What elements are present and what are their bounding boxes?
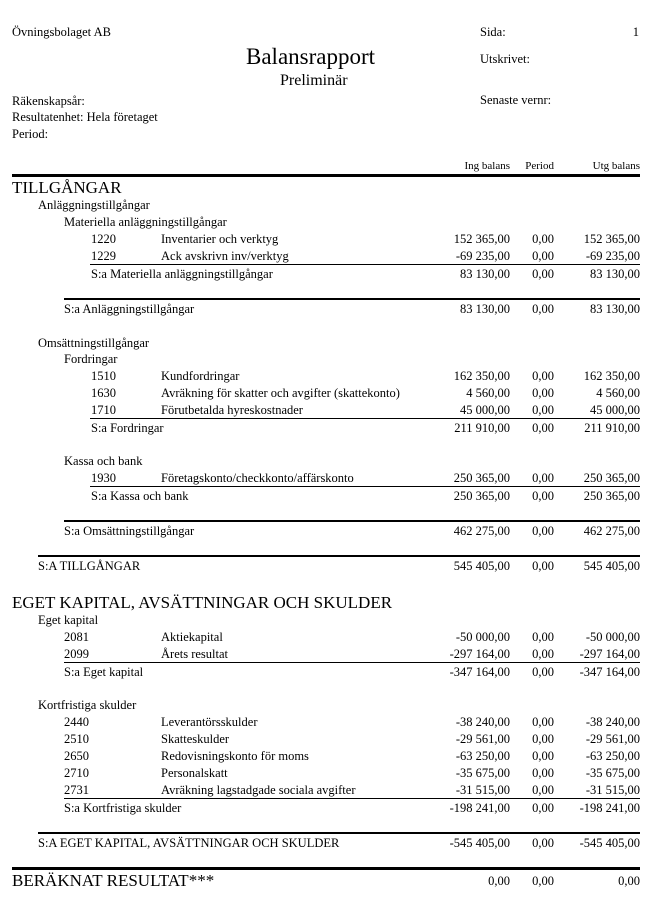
account-number: 1930 [91, 471, 116, 485]
period-value: 0,00 [532, 665, 554, 679]
col-closing-balance: Utg balans [592, 160, 640, 172]
account-name: Leverantörsskulder [161, 715, 258, 729]
opening-value: -31 515,00 [455, 783, 510, 797]
closing-value: 45 000,00 [590, 403, 640, 417]
closing-value: 250 365,00 [583, 471, 640, 485]
opening-value: 545 405,00 [453, 559, 510, 573]
opening-value: -29 561,00 [455, 732, 510, 746]
closing-value: -50 000,00 [585, 630, 640, 644]
closing-value: -31 515,00 [585, 783, 640, 797]
page-label: Sida: [480, 25, 506, 39]
closing-value: -347 164,00 [579, 665, 640, 679]
closing-value: 462 275,00 [583, 524, 640, 538]
closing-value: -545 405,00 [579, 836, 640, 850]
period-value: 0,00 [532, 249, 554, 263]
opening-value: 83 130,00 [460, 267, 510, 281]
period-value: 0,00 [532, 630, 554, 644]
subgroup-heading: Materiella anläggningstillgångar [64, 215, 227, 229]
account-name: Ack avskrivn inv/verktyg [161, 249, 289, 263]
group-heading: Omsättningstillgångar [38, 336, 150, 350]
closing-value: -29 561,00 [585, 732, 640, 746]
closing-value: 83 130,00 [590, 267, 640, 281]
closing-value: -35 675,00 [585, 766, 640, 780]
group-heading: Eget kapital [38, 613, 99, 627]
closing-value: -63 250,00 [585, 749, 640, 763]
account-name: Kundfordringar [161, 369, 240, 383]
period-value: 0,00 [532, 874, 554, 888]
opening-value: 250 365,00 [453, 489, 510, 503]
fiscal-year-label: Räkenskapsår: [12, 94, 85, 108]
result-rule [12, 867, 640, 870]
account-number: 2099 [64, 647, 89, 661]
closing-value: -38 240,00 [585, 715, 640, 729]
account-name: Avräkning lagstadgade sociala avgifter [161, 783, 356, 797]
period-value: 0,00 [532, 836, 554, 850]
total-rule [38, 832, 640, 834]
closing-value: 4 560,00 [596, 386, 640, 400]
closing-value: 250 365,00 [583, 489, 640, 503]
opening-value: -198 241,00 [449, 801, 510, 815]
closing-value: 0,00 [618, 874, 640, 888]
closing-value: 83 130,00 [590, 302, 640, 316]
closing-value: 152 365,00 [583, 232, 640, 246]
group-heading: Kortfristiga skulder [38, 698, 137, 712]
subtotal-label: S:a Anläggningstillgångar [64, 302, 195, 316]
total-label: S:A EGET KAPITAL, AVSÄTTNINGAR OCH SKULDER [38, 836, 340, 850]
subtotal-rule [90, 486, 640, 487]
opening-value: -69 235,00 [455, 249, 510, 263]
opening-value: 0,00 [488, 874, 510, 888]
subtotal-rule [64, 662, 640, 663]
header-rule [12, 174, 640, 177]
subtotal-label: S:a Omsättningstillgångar [64, 524, 195, 538]
account-number: 1510 [91, 369, 116, 383]
closing-value: -297 164,00 [579, 647, 640, 661]
subtotal-rule [64, 798, 640, 799]
account-number: 1710 [91, 403, 116, 417]
opening-value: 83 130,00 [460, 302, 510, 316]
account-name: Redovisningskonto för moms [161, 749, 309, 763]
result-unit-label: Resultatenhet: Hela företaget [12, 110, 158, 124]
page-number: 1 [632, 25, 639, 39]
subtotal-label: S:a Fordringar [91, 421, 164, 435]
group-heading: Anläggningstillgångar [38, 198, 150, 212]
period-value: 0,00 [532, 471, 554, 485]
account-name: Aktiekapital [161, 630, 223, 644]
opening-value: -63 250,00 [455, 749, 510, 763]
subtotal-label: S:a Materiella anläggningstillgångar [91, 267, 273, 281]
account-name: Skatteskulder [161, 732, 230, 746]
account-name: Personalskatt [161, 766, 228, 780]
section-heading-assets: TILLGÅNGAR [12, 178, 122, 197]
closing-value: 162 350,00 [583, 369, 640, 383]
period-value: 0,00 [532, 647, 554, 661]
subtotal-rule [64, 520, 640, 522]
period-value: 0,00 [532, 267, 554, 281]
period-value: 0,00 [532, 766, 554, 780]
opening-value: 152 365,00 [453, 232, 510, 246]
opening-value: 250 365,00 [453, 471, 510, 485]
closing-value: 211 910,00 [584, 421, 640, 435]
account-number: 2650 [64, 749, 89, 763]
subtotal-rule [64, 298, 640, 300]
closing-value: -69 235,00 [585, 249, 640, 263]
period-value: 0,00 [532, 715, 554, 729]
subtotal-rule [90, 264, 640, 265]
subtotal-label: S:a Kortfristiga skulder [64, 801, 182, 815]
total-label: S:A TILLGÅNGAR [38, 559, 141, 573]
printed-label: Utskrivet: [480, 52, 530, 66]
period-value: 0,00 [532, 489, 554, 503]
total-rule [38, 555, 640, 557]
account-number: 2440 [64, 715, 89, 729]
period-value: 0,00 [532, 524, 554, 538]
period-value: 0,00 [532, 403, 554, 417]
opening-value: 45 000,00 [460, 403, 510, 417]
opening-value: 4 560,00 [466, 386, 510, 400]
opening-value: -35 675,00 [455, 766, 510, 780]
account-number: 2510 [64, 732, 89, 746]
account-name: Avräkning för skatter och avgifter (skattekonto) [161, 386, 400, 400]
closing-value: 545 405,00 [583, 559, 640, 573]
period-label: Period: [12, 127, 49, 141]
opening-value: -50 000,00 [455, 630, 510, 644]
account-number: 1229 [91, 249, 116, 263]
account-number: 2081 [64, 630, 89, 644]
account-name: Företagskonto/checkkonto/affärskonto [161, 471, 354, 485]
subtotal-rule [90, 418, 640, 419]
period-value: 0,00 [532, 749, 554, 763]
account-number: 2710 [64, 766, 89, 780]
col-opening-balance: Ing balans [464, 160, 510, 172]
account-number: 1630 [91, 386, 116, 400]
opening-value: 162 350,00 [453, 369, 510, 383]
period-value: 0,00 [532, 386, 554, 400]
latest-version-label: Senaste vernr: [480, 93, 552, 107]
opening-value: -545 405,00 [449, 836, 510, 850]
report-title: Balansrapport [246, 44, 376, 69]
period-value: 0,00 [532, 732, 554, 746]
opening-value: -347 164,00 [449, 665, 510, 679]
result-label: BERÄKNAT RESULTAT*** [12, 871, 215, 890]
account-name: Förutbetalda hyreskostnader [161, 403, 303, 417]
closing-value: -198 241,00 [579, 801, 640, 815]
period-value: 0,00 [532, 232, 554, 246]
col-period: Period [525, 160, 554, 172]
account-number: 1220 [91, 232, 116, 246]
company-name: Övningsbolaget AB [12, 25, 111, 39]
subgroup-heading: Kassa och bank [64, 454, 143, 468]
period-value: 0,00 [532, 559, 554, 573]
section-heading-liabilities: EGET KAPITAL, AVSÄTTNINGAR OCH SKULDER [12, 593, 393, 612]
period-value: 0,00 [532, 302, 554, 316]
report-subtitle: Preliminär [280, 72, 348, 89]
period-value: 0,00 [532, 783, 554, 797]
opening-value: -297 164,00 [449, 647, 510, 661]
subtotal-label: S:a Eget kapital [64, 665, 144, 679]
opening-value: -38 240,00 [455, 715, 510, 729]
opening-value: 211 910,00 [454, 421, 510, 435]
period-value: 0,00 [532, 421, 554, 435]
subtotal-label: S:a Kassa och bank [91, 489, 189, 503]
period-value: 0,00 [532, 369, 554, 383]
account-name: Inventarier och verktyg [161, 232, 279, 246]
period-value: 0,00 [532, 801, 554, 815]
opening-value: 462 275,00 [453, 524, 510, 538]
account-name: Årets resultat [161, 647, 228, 661]
account-number: 2731 [64, 783, 89, 797]
subgroup-heading: Fordringar [64, 352, 118, 366]
